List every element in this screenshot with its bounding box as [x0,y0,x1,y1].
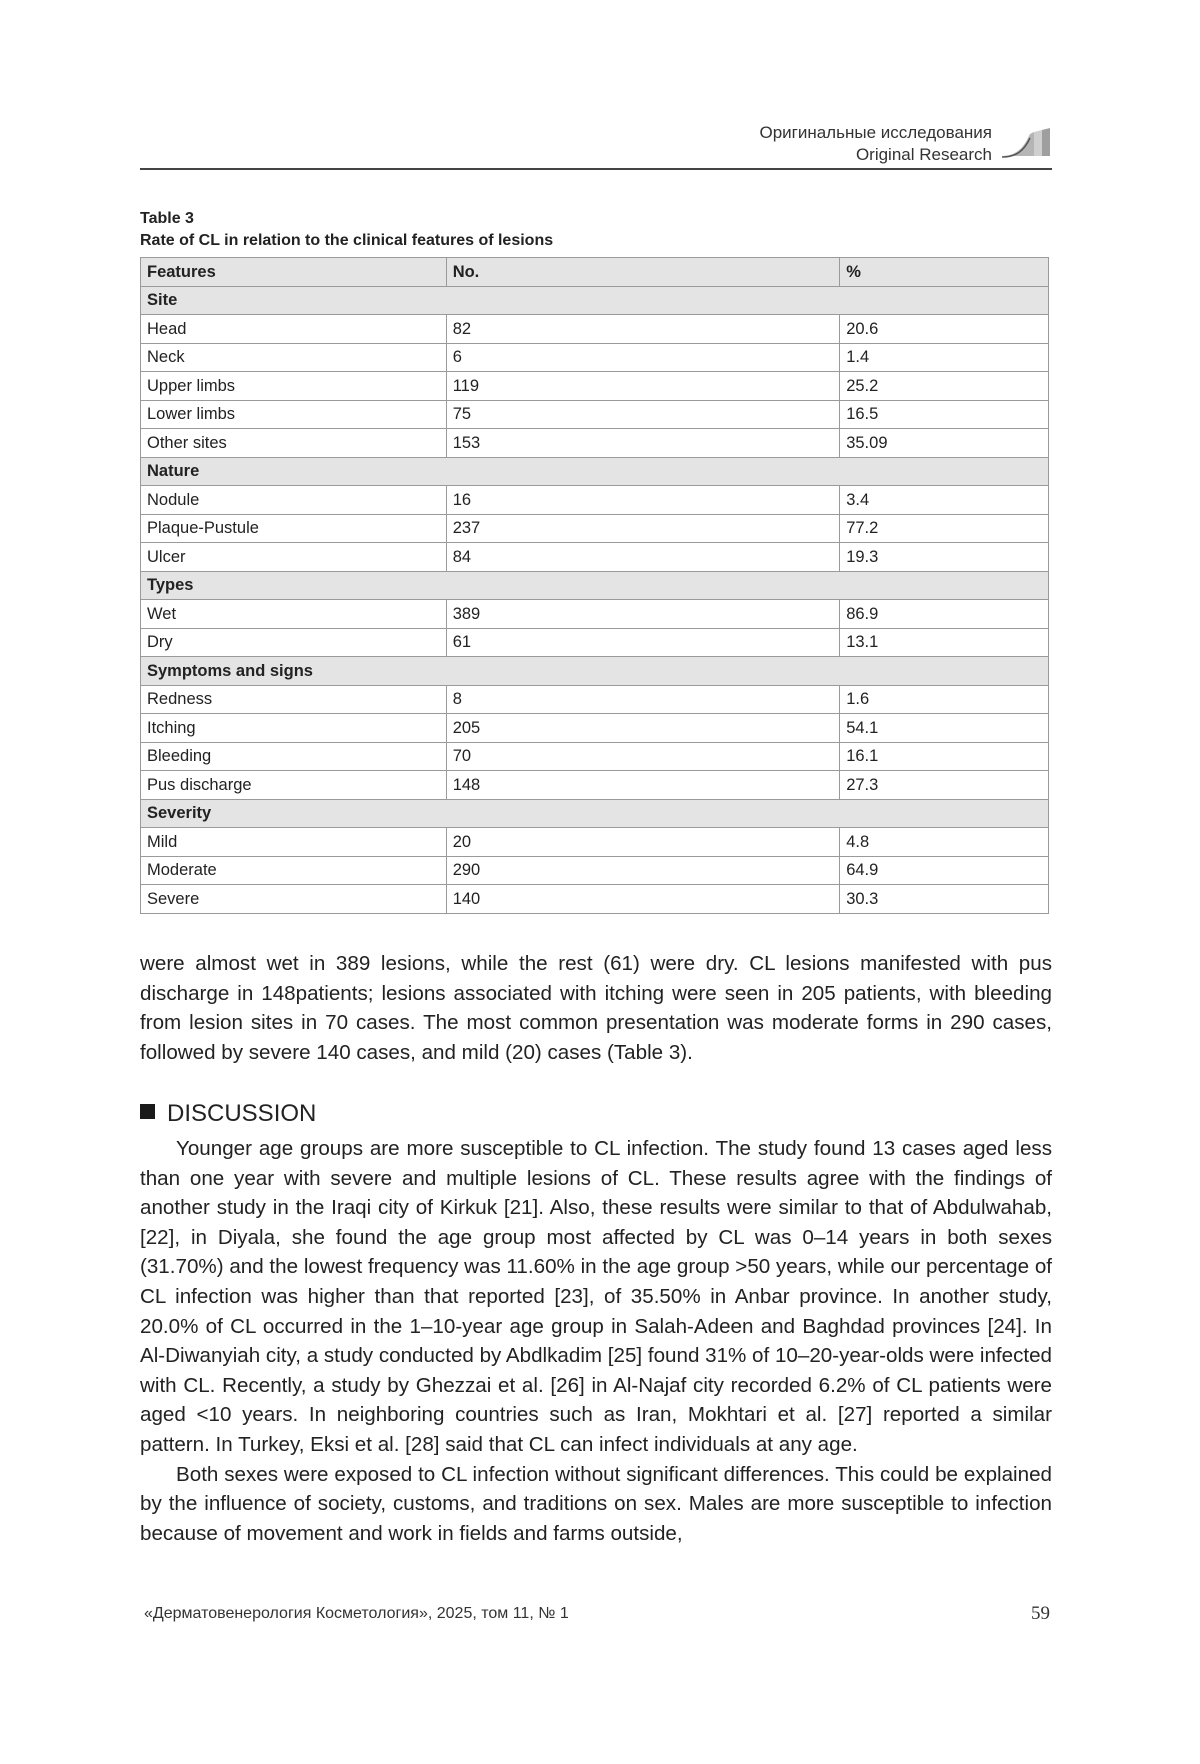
feature-cell: Itching [141,714,447,743]
feature-cell: Pus discharge [141,771,447,800]
running-header [140,118,1052,170]
results-paragraph [140,949,1052,1067]
count-cell: 140 [446,885,840,914]
group-label: Types [141,571,1049,600]
section-label-ru: Оригинальные исследования [759,123,992,142]
table-group-row [141,657,1049,686]
percent-cell: 16.5 [840,400,1049,429]
count-cell: 75 [446,400,840,429]
count-cell: 205 [446,714,840,743]
count-cell: 237 [446,514,840,543]
discussion-body [140,1134,1052,1548]
results-paragraph-text: were almost wet in 389 lesions, while the rest (61) were dry. CL lesions manifested with pus discharge in 148patients; lesions associated with itching were seen in 205 patients, with bleeding from lesion sites in 70 cases. The most common presentation was moderate forms in 290 cases, followed by severe 140 cases, and mild (20) cases (Table 3). [140,952,1052,1064]
clinical-features-table [140,257,1049,914]
count-cell: 82 [446,315,840,344]
feature-cell: Redness [141,685,447,714]
feature-cell: Mild [141,828,447,857]
percent-cell: 16.1 [840,742,1049,771]
count-cell: 290 [446,856,840,885]
table-caption [140,208,553,252]
section-bullet-icon [140,1104,155,1119]
percent-cell: 27.3 [840,771,1049,800]
feature-cell: Dry [141,628,447,657]
feature-cell: Head [141,315,447,344]
percent-cell: 86.9 [840,600,1049,629]
percent-cell: 3.4 [840,486,1049,515]
feature-cell: Neck [141,343,447,372]
percent-cell: 64.9 [840,856,1049,885]
discussion-heading-text: DISCUSSION [167,1100,317,1127]
count-cell: 119 [446,372,840,401]
count-cell: 16 [446,486,840,515]
table-header-row [141,258,1049,287]
percent-cell: 20.6 [840,315,1049,344]
feature-cell: Wet [141,600,447,629]
feature-cell: Nodule [141,486,447,515]
count-cell: 148 [446,771,840,800]
table-row [141,685,1049,714]
count-cell: 389 [446,600,840,629]
table-title: Rate of CL in relation to the clinical features of lesions [140,232,554,249]
feature-cell: Moderate [141,856,447,885]
page-number: 59 [1031,1603,1050,1624]
table-row [141,514,1049,543]
count-cell: 8 [446,685,840,714]
table-label: Table 3 [140,210,194,227]
table-row [141,372,1049,401]
count-cell: 70 [446,742,840,771]
table-group-row [141,571,1049,600]
group-label: Site [141,286,1049,315]
group-label: Severity [141,799,1049,828]
percent-cell: 19.3 [840,543,1049,572]
table-row [141,771,1049,800]
discussion-paragraph: Both sexes were exposed to CL infection without significant differences. This could be explained by the influence of society, customs, and traditions on sex. Males are more susceptible to infection because of movement and work in fields and farms outside, [140,1462,1052,1545]
discussion-paragraph: Younger age groups are more susceptible to CL infection. The study found 13 cases aged less than one year with severe and multiple lesions of CL. These results agree with the findings of another study in the Iraqi city of Kirkuk [21]. Also, these results were similar to that of Abdulwahab, [22], in Diyala, she found the age group most affected by CL was 0–14 years in both sexes (31.70%) and the lowest frequency was 11.60% in the age group >50 years, while our percentage of CL infection was higher than that reported [23], of 35.50% in Anbar province. In another study, 20.0% of CL occurred in the 1–10-year age group in Salah-Adeen and Baghdad provinces [24]. In Al-Diwanyiah city, a study conducted by Abdlkadim [25] found 31% of 10–20-year-olds were infected with CL. Recently, a study by Ghezzai et al. [26] in Al-Najaf city recorded 6.2% of CL patients were aged <10 years. In neighboring countries such as Iran, Mokhtari et al. [27] reported a similar pattern. In Turkey, Eksi et al. [28] said that CL can infect individuals at any age. [140,1137,1052,1456]
table-row [141,600,1049,629]
count-cell: 61 [446,628,840,657]
journal-logo-icon [1000,126,1052,160]
count-cell: 153 [446,429,840,458]
percent-cell: 54.1 [840,714,1049,743]
percent-cell: 35.09 [840,429,1049,458]
percent-cell: 77.2 [840,514,1049,543]
count-cell: 84 [446,543,840,572]
percent-cell: 1.4 [840,343,1049,372]
percent-cell: 1.6 [840,685,1049,714]
table-body [141,286,1049,913]
table-row [141,315,1049,344]
table-group-row [141,799,1049,828]
table-row [141,486,1049,515]
percent-cell: 30.3 [840,885,1049,914]
count-cell: 20 [446,828,840,857]
table-row [141,742,1049,771]
table-row [141,543,1049,572]
percent-cell: 13.1 [840,628,1049,657]
section-label-en: Original Research [855,145,992,164]
column-header: % [840,258,1049,287]
table-row [141,628,1049,657]
page-footer [140,1603,1052,1629]
document-page [140,0,1052,1764]
table-row [141,714,1049,743]
feature-cell: Severe [141,885,447,914]
group-label: Symptoms and signs [141,657,1049,686]
table-group-row [141,286,1049,315]
feature-cell: Other sites [141,429,447,458]
feature-cell: Upper limbs [141,372,447,401]
feature-cell: Ulcer [141,543,447,572]
feature-cell: Bleeding [141,742,447,771]
table-group-row [141,457,1049,486]
percent-cell: 4.8 [840,828,1049,857]
count-cell: 6 [446,343,840,372]
percent-cell: 25.2 [840,372,1049,401]
feature-cell: Plaque-Pustule [141,514,447,543]
column-header: Features [141,258,447,287]
journal-citation: «Дерматовенерология Косметология», 2025, том 11, № 1 [144,1605,569,1622]
table-row [141,885,1049,914]
section-label [759,122,992,166]
group-label: Nature [141,457,1049,486]
table-row [141,343,1049,372]
discussion-heading [140,1100,316,1132]
column-header: No. [446,258,840,287]
feature-cell: Lower limbs [141,400,447,429]
table-row [141,429,1049,458]
table-row [141,856,1049,885]
table-row [141,400,1049,429]
table-row [141,828,1049,857]
